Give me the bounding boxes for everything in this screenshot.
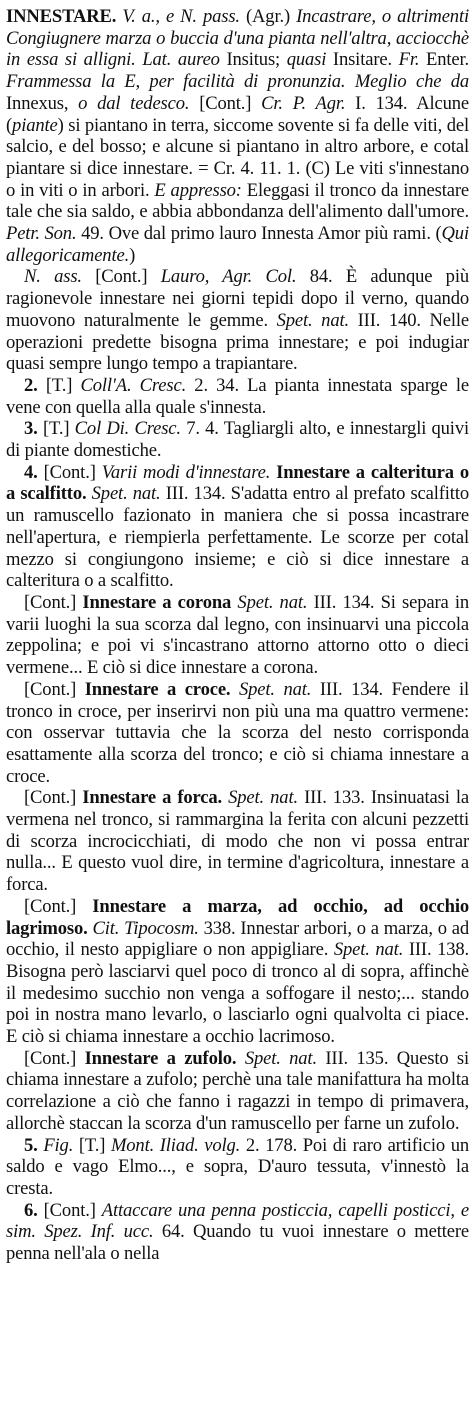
entry-innestare — [6, 6, 469, 266]
sense-2 — [6, 375, 469, 418]
grammar-label: V. a., e N. pass. — [122, 6, 240, 27]
sense-6 — [6, 1200, 469, 1265]
sense-number: 6. — [24, 1199, 38, 1221]
citation-source: Spet. nat. — [276, 309, 349, 331]
text: 84. È adunque più ragionevole innestare nei giorni tepidi dopo il verno, quando muovono naturalmente le gemme. — [6, 266, 469, 331]
subentry-term: Innestare a croce. — [84, 678, 231, 700]
etymology-note: Frammessa la E, per facilità di pronunzia. Meglio che da — [6, 71, 469, 93]
text — [230, 679, 239, 700]
text — [236, 1048, 244, 1069]
text: [Cont.] — [24, 1047, 85, 1069]
text: [Cont.] — [37, 461, 102, 483]
text: I. 134. Alcune ( — [6, 92, 469, 136]
text: III. 140. Nelle operazioni predette bisogna prima innestare; e poi indugiar quasi sempre lungo tempo a trapiantare. — [6, 309, 470, 375]
text: [T.] — [37, 418, 75, 440]
text: [T.] — [73, 1134, 111, 1156]
citation-source: Spet. nat. — [237, 591, 308, 613]
text: Eleggasi il tronco da innestare tale che sia saldo, e abbia abbondanza dell'alimento dall'umore. — [6, 179, 469, 223]
text: III. 138. Bisogna però lasciarvi quel poco di tronco al di sopra, affinchè il medesimo succhio non venga a soffogare il nesto;... stando poi in nostra mano levarlo, o lasciarlo ogni qualvolta ci piace. E ciò si chiama innestare a occhio lacrimoso. — [6, 939, 470, 1048]
text: 2. 178. Poi di raro artificio un saldo e vago Elmo..., e sopra, D'auro tessuta, v'innestò la cresta. — [6, 1134, 470, 1199]
text: 49. Ove dal primo lauro Innesta Amor più rami. ( — [76, 223, 442, 245]
citation-source: Spet. nat. — [239, 678, 312, 700]
definition: Attaccare una penna posticcia, capelli posticci, e sim. — [6, 1199, 469, 1243]
subentry-croce — [6, 679, 469, 788]
sense-4 — [6, 462, 469, 592]
citation-source: Spet. nat. — [91, 483, 161, 505]
etymology-note: o dal tedesco. — [78, 92, 190, 114]
text: Insitare. — [326, 49, 399, 71]
latin-quasi: quasi — [286, 49, 327, 71]
citation-source: Cr. P. Agr. — [261, 92, 346, 114]
text: III. 135. Questo si chiama innestare a zufolo; perchè una tale manifattura ha molta correlazione a ciò che fanno i ragazzi in tempo di primavera, allorchè staccan la scorza d'un ramuscello per farne un zufolo. — [6, 1047, 470, 1134]
citation-source: Spet. nat. — [228, 787, 298, 809]
text: 64. Quando tu vuoi innestare o mettere penna nell'ala o nella — [6, 1221, 469, 1265]
citation-source: Spez. Inf. ucc. — [44, 1221, 154, 1243]
text: [Cont.] — [37, 1199, 102, 1221]
citation-note: Qui allegoricamente. — [6, 223, 469, 266]
text — [171, 49, 178, 70]
subentry-corona — [6, 592, 469, 679]
sense-number: 2. — [24, 374, 38, 396]
text: [Cont.] — [24, 787, 83, 809]
subentry-term: Innestare a calteritura o a scalfitto. — [6, 461, 469, 505]
sense-label: Varii modi d'innestare. — [101, 461, 271, 483]
citation-source: Petr. Son. — [6, 223, 77, 245]
text: [T.] — [37, 374, 81, 396]
subentry-term: Innestare a corona — [82, 591, 232, 613]
citation-source: Col Di. Cresc. — [74, 418, 181, 440]
citation-source: Cit. Tipocosm. — [92, 917, 199, 939]
text: III. 134. Fendere il tronco in croce, per inserirvi non più una ma quattro vermene: con osservar tuttavia che la scorza del nesto corrisponda esattamente alla scorza del tronco; e ciò si chiama innestare a croce. — [6, 678, 470, 787]
citation-source: Coll'A. Cresc. — [80, 374, 187, 396]
text: 338. Innestar arbori, o a marza, o ad occhio, il nesto appigliare o non appigliare. — [6, 917, 470, 961]
sense-number: 5. — [24, 1134, 38, 1156]
italic-word: piante — [12, 114, 58, 136]
text: III. 134. S'adatta entro al prefato scalfitto un ramuscello fazionato in maniera che si possa incastrare nell'apertura, e riempierla perfettamente. Le scorze per cotal mezzo si congiungono insieme; e ciò si dice innestare a calteritura o a scalfitto. — [6, 483, 469, 592]
citation-source: Spet. nat. — [333, 939, 404, 961]
text: 2. 34. La pianta innestata sparge le vene con quella alla quale s'innesta. — [6, 374, 469, 418]
text — [36, 1221, 44, 1242]
citation-source: Spet. nat. — [244, 1047, 317, 1069]
subentry-term: Innestare a zufolo. — [84, 1047, 237, 1069]
subentry-term: Innestare a forca. — [82, 787, 223, 809]
citation-source: Lauro, Agr. Col. — [160, 266, 297, 288]
sense-3 — [6, 418, 469, 461]
text: (Agr.) — [239, 6, 297, 27]
text: Enter. — [419, 49, 470, 71]
definition: Incastrare, o altrimenti Congiugnere marza o buccia d'una pianta nell'altra, acciocchè in essa si alligni. — [6, 6, 469, 71]
text: Insitus; — [219, 49, 287, 71]
sense-number: 3. — [24, 418, 38, 440]
headword: INNESTARE. — [6, 6, 117, 27]
latin-label: Lat. — [142, 49, 172, 71]
text: ) si piantano in terra, siccome sovente si fa delle viti, del salcio, e del bosso; e alcune si piantano in altro arbore, e cotal piantare si dice innestare. = Cr. 4. 11. 1. (C) Le viti s'innestano o in viti o in arbori. — [6, 114, 469, 201]
text: ) — [129, 244, 136, 266]
latin-aureo: aureo — [177, 49, 220, 71]
subentry-term: Innestare a marza, ad occhio, ad occhio lagrimoso. — [6, 895, 469, 939]
text: III. 133. Insinuatasi la vermena nel tronco, si rammargina la ferita con alcuni pezzetti di scorza incrocicchiati, di modo che non vi possa entrar nulla... E questo vuol dire, in termine d'agricoltura, innestare a forca. — [6, 787, 469, 896]
french-label: Fr. — [398, 49, 420, 71]
subentry-zufolo — [6, 1048, 469, 1135]
text: [Cont.] — [24, 895, 93, 917]
sense-5 — [6, 1135, 469, 1200]
text: [Cont.] — [189, 92, 262, 114]
sense-label: Fig. — [43, 1134, 74, 1156]
text: Innexus, — [6, 92, 79, 114]
text: [Cont.] — [24, 591, 83, 613]
text: [Cont.] — [24, 678, 85, 700]
sense-number: 4. — [24, 461, 38, 483]
subentry-marza — [6, 896, 469, 1048]
subentry-forca — [6, 787, 469, 896]
sense-n-ass — [6, 266, 469, 375]
sense-label: N. ass. — [24, 266, 82, 288]
text: [Cont.] — [81, 266, 161, 288]
text: 7. 4. Tagliargli alto, e innestargli quivi di piante domestiche. — [6, 418, 469, 462]
citation-note: E appresso: — [154, 179, 242, 201]
citation-source: Mont. Iliad. volg. — [110, 1134, 241, 1156]
text: III. 134. Si separa in varii luoghi la sua scorza dal legno, con insinuarvi una piccola zeppolina; e poi vi s'incastrano attorno attorno otto o dieci vermene... E ciò si dice innestare a corona. — [6, 591, 470, 679]
